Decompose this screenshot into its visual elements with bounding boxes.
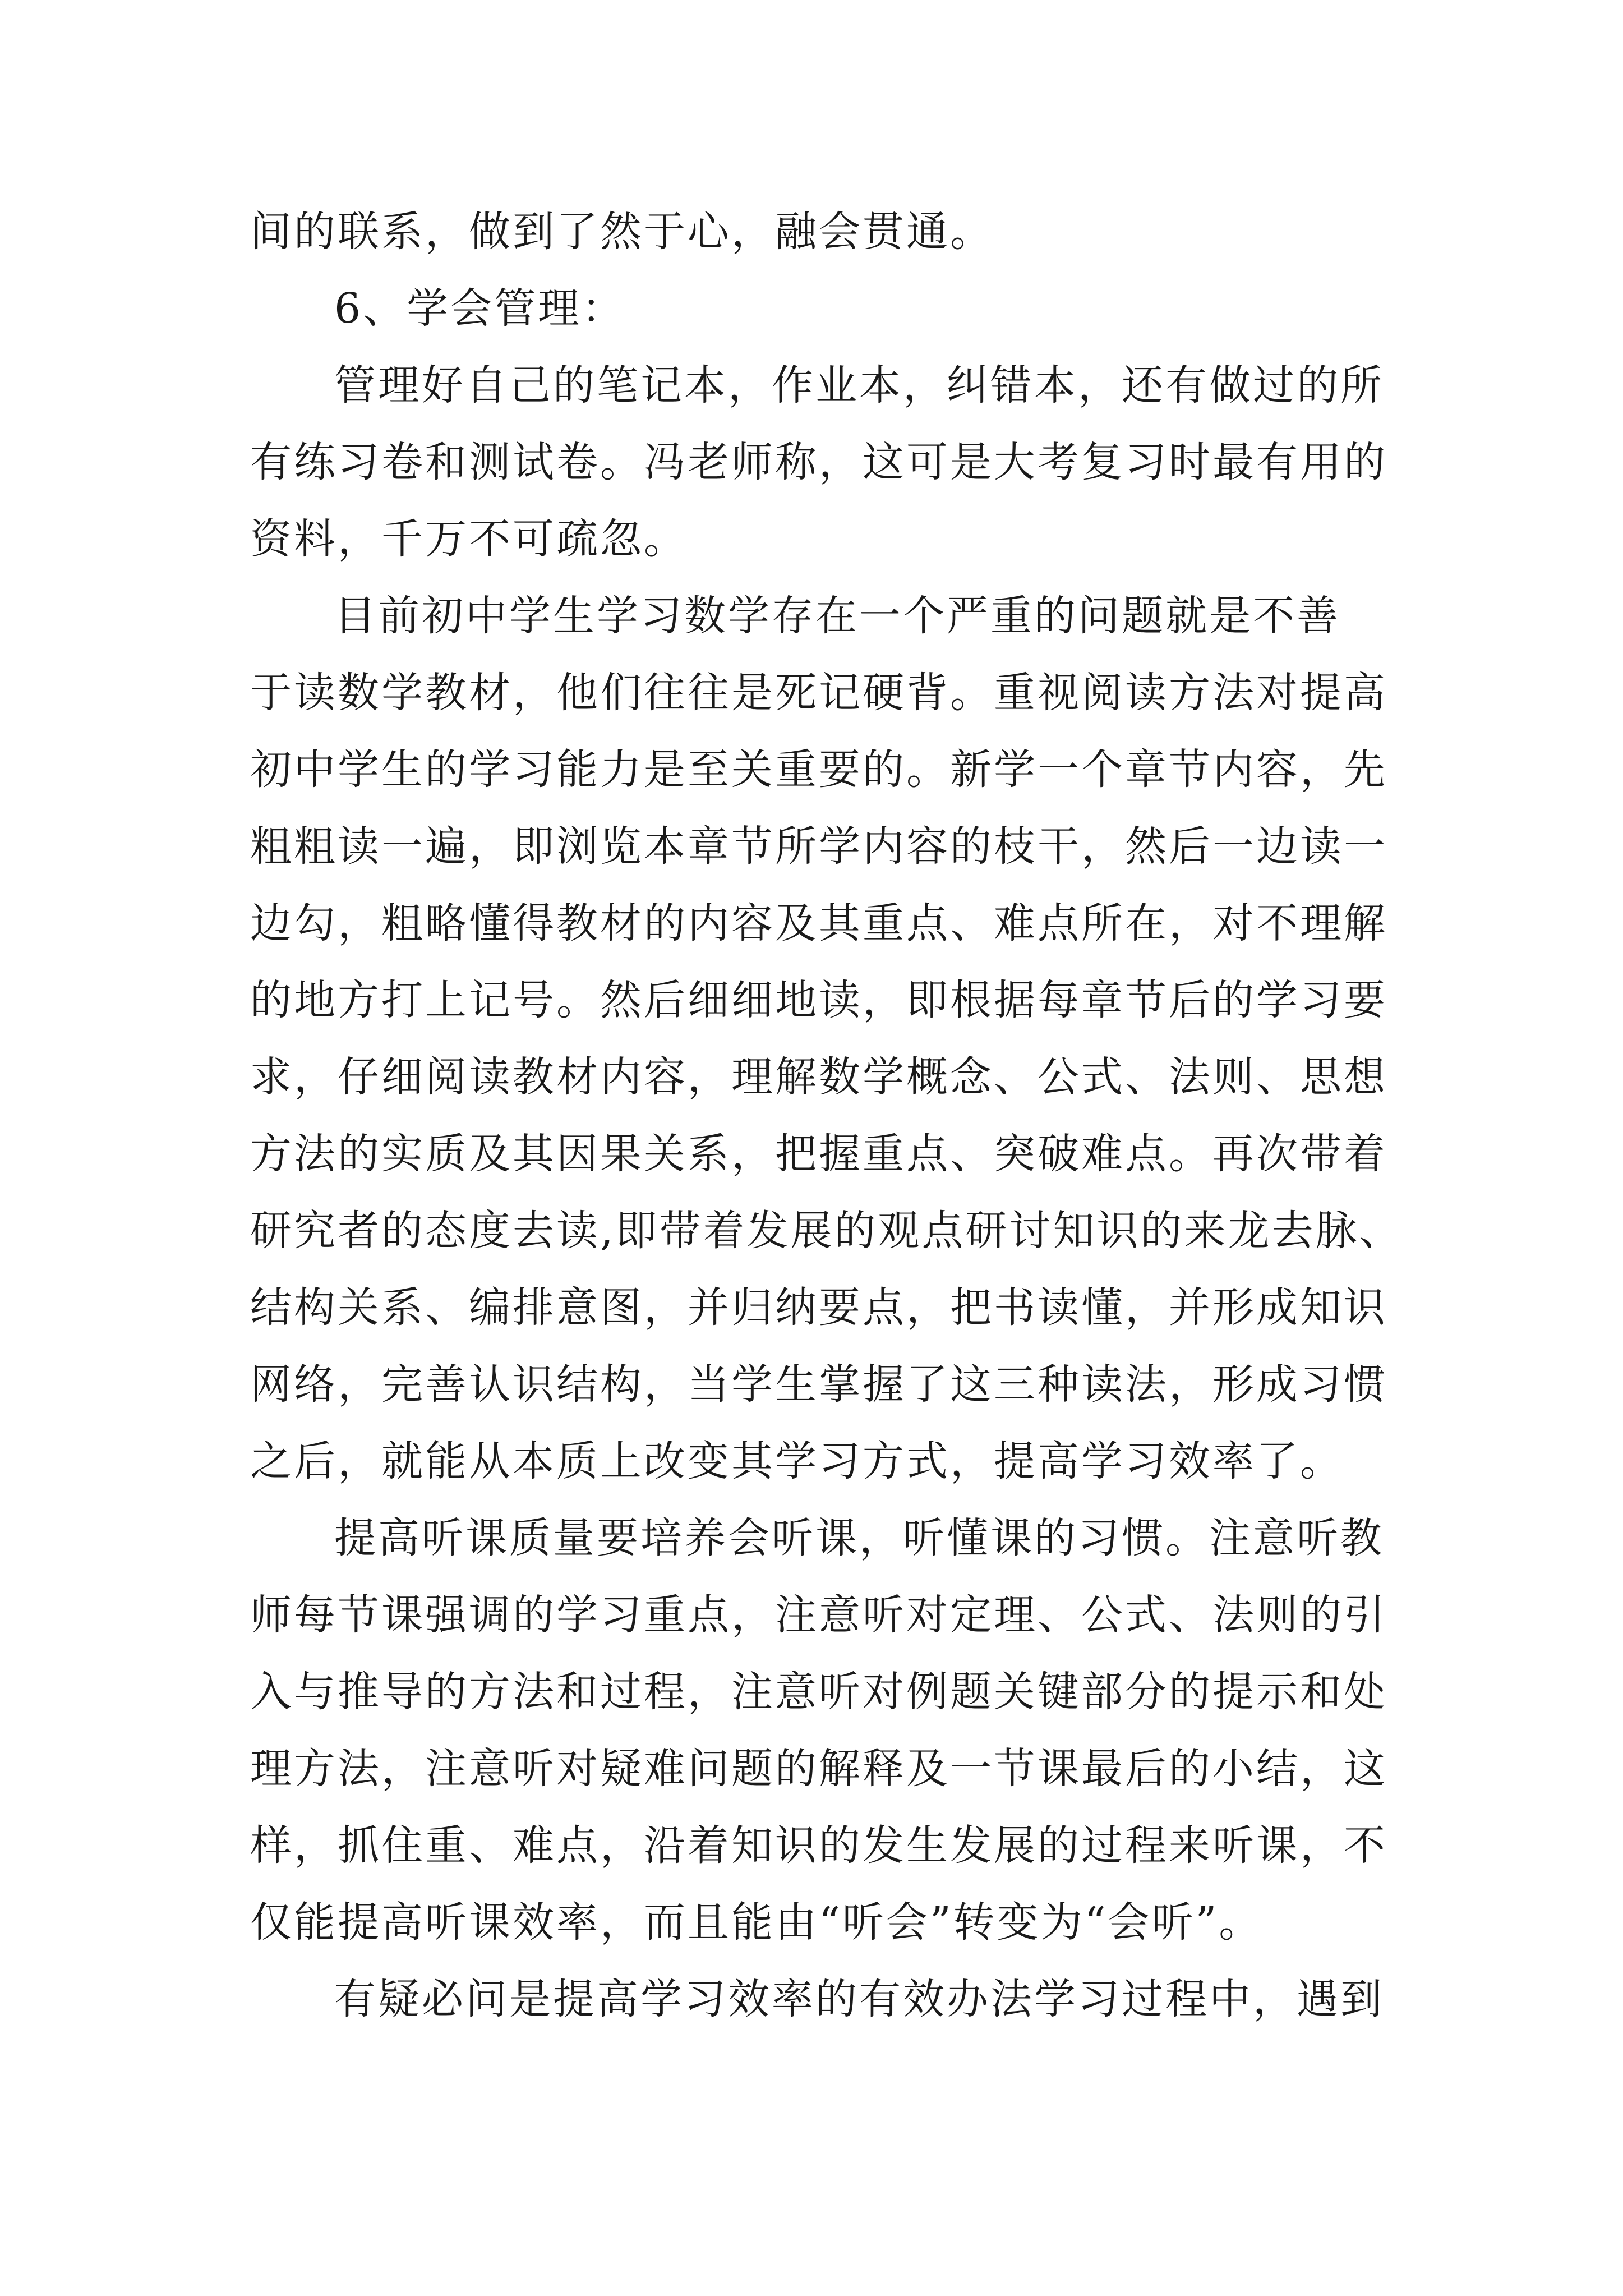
paragraph — [250, 1961, 1384, 2038]
text-line: 资料，千万不可疏忽。 — [250, 515, 688, 563]
text-line: 目前初中学生学习数学存在一个严重的问题就是不善 — [334, 592, 1340, 640]
text-line: 师每节课强调的学习重点，注意听对定理、公式、法则的引 — [250, 1591, 1387, 1639]
paragraph — [250, 347, 1387, 578]
text-line: 样，抓住重、难点，沿着知识的发生发展的过程来听课，不 — [250, 1821, 1387, 1870]
paragraph-continuation — [250, 194, 1377, 270]
text-line: 初中学生的学习能力是至关重要的。新学一个章节内容，先 — [250, 746, 1387, 794]
text-line: 6、学会管理： — [334, 284, 626, 333]
text-line: 结构关系、编排意图，并归纳要点，把书读懂，并形成知识 — [250, 1283, 1387, 1332]
text-line: 于读数学教材，他们往往是死记硬背。重视阅读方法对提高 — [250, 669, 1387, 717]
text-line: 边勾，粗略懂得教材的内容及其重点、难点所在，对不理解 — [250, 899, 1387, 947]
text-line: 求，仔细阅读教材内容，理解数学概念、公式、法则、思想 — [250, 1053, 1387, 1101]
paragraph — [250, 1500, 1387, 1961]
body-text — [250, 194, 1403, 2038]
text-line: 方法的实质及其因果关系，把握重点、突破难点。再次带着 — [250, 1130, 1387, 1178]
text-line: 入与推导的方法和过程，注意听对例题关键部分的提示和处 — [250, 1668, 1387, 1716]
text-line: 仅能提高听课效率，而且能由“听会”转变为“会听”。 — [250, 1898, 1263, 1947]
text-line: 网络，完善认识结构，当学生掌握了这三种读法，形成习惯 — [250, 1360, 1387, 1409]
text-line: 间的联系，做到了然于心，融会贯通。 — [250, 208, 994, 256]
text-line: 有练习卷和测试卷。冯老师称，这可是大考复习时最有用的 — [250, 438, 1387, 486]
text-line: 提高听课质量要培养会听课，听懂课的习惯。注意听教 — [334, 1514, 1384, 1562]
text-line: 理方法，注意听对疑难问题的解释及一节课最后的小结，这 — [250, 1745, 1387, 1793]
paragraph — [250, 578, 1403, 1500]
text-line: 研究者的态度去读,即带着发展的观点研讨知识的来龙去脉、 — [250, 1207, 1403, 1255]
text-line: 有疑必问是提高学习效率的有效办法学习过程中，遇到 — [334, 1975, 1384, 2023]
text-line: 的地方打上记号。然后细细地读，即根据每章节后的学习要 — [250, 976, 1387, 1024]
text-line: 管理好自己的笔记本，作业本，纠错本，还有做过的所 — [334, 361, 1384, 409]
text-line: 粗粗读一遍，即浏览本章节所学内容的枝干，然后一边读一 — [250, 822, 1387, 871]
section-heading — [250, 270, 1377, 347]
text-line: 之后，就能从本质上改变其学习方式，提高学习效率了。 — [250, 1437, 1344, 1485]
